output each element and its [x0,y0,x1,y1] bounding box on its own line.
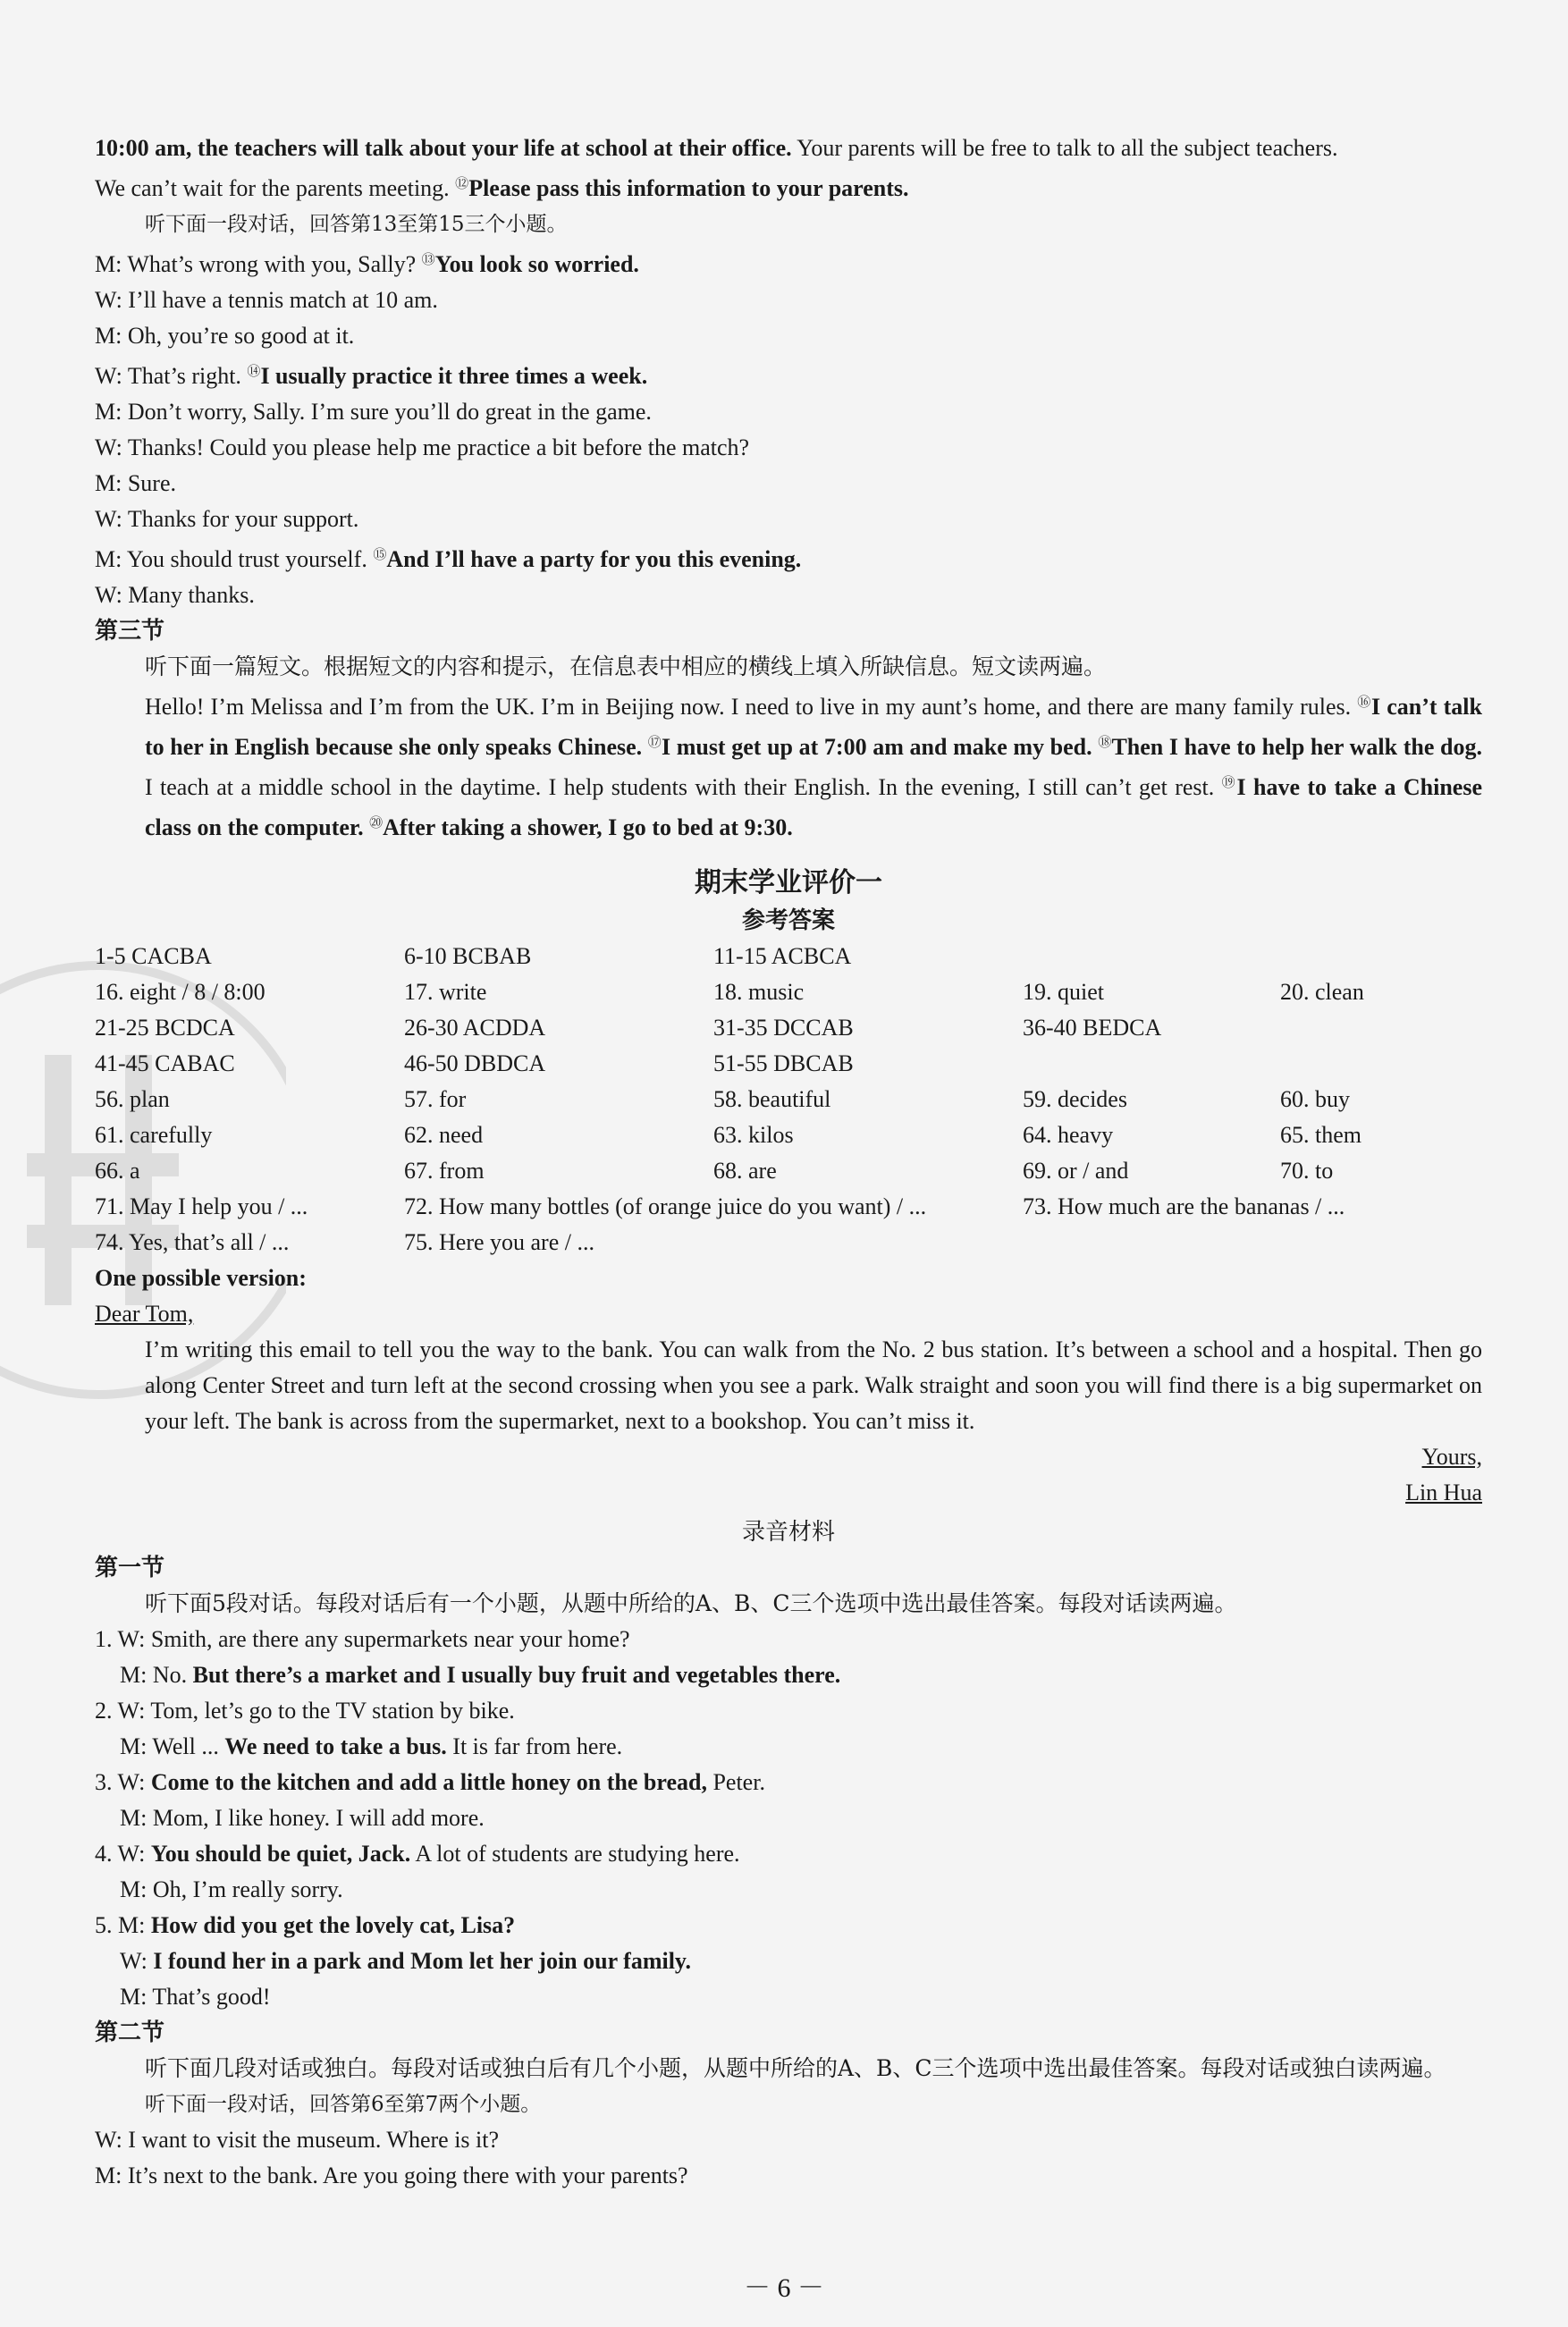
answer-cell: 70. to [1280,1158,1334,1184]
q1-man: M: No. But there’s a market and I usually buy fruit and vegetables there. [120,1662,841,1688]
section-3-passage: Hello! I’m Melissa and I’m from the UK. I’m in Beijing now. I need to live in my aunt’s home, and there are many family rules. ⑯I can’t talk to her in English because she only speaks Chinese. ⑰I must get up at 7:00 am and make my bed. ⑱Then I have to help her walk the dog. I teach at a middle school in the daytime. I help students with their English. In the evening, I still can’t get rest. ⑲I have to take a Chinese class on the computer. ⑳After taking a shower, I go to bed at 9:30. [145,694,1482,840]
exam-title: 期末学业评价一 [695,867,882,898]
q3-man: M: Mom, I like honey. I will add more. [120,1805,485,1831]
dialog-line: W: Many thanks. [95,582,255,608]
recording-section-2-sub: 听下面一段对话，回答第6至第7两个小题。 [145,2093,542,2116]
recording-section-1-instruction: 听下面5段对话。每段对话后有一个小题，从题中所给的A、B、C三个选项中选出最佳答案。每段对话读两遍。 [145,1590,1237,1616]
answer-cell: 6-10 BCBAB [404,943,532,969]
answer-cell: 57. for [404,1086,467,1112]
dialog-line: W: I’ll have a tennis match at 10 am. [95,287,438,313]
recording-section-1-title: 第一节 [95,1555,165,1581]
answer-cell: 31-35 DCCAB [713,1015,854,1041]
answer-key [95,939,1482,1260]
dialog-man: M: It’s next to the bank. Are you going there with your parents? [95,2163,688,2188]
answer-cell: 58. beautiful [713,1086,831,1112]
answer-cell: 62. need [404,1122,484,1148]
answer-cell: 66. a [95,1158,140,1184]
dialog-line: W: Thanks! Could you please help me practice a bit before the match? [95,434,750,460]
answer-cell: 41-45 CABAC [95,1050,235,1076]
answer-cell: 56. plan [95,1086,170,1112]
answer-cell: 67. from [404,1158,485,1184]
answer-cell: 61. carefully [95,1122,213,1148]
q2-man: M: Well ... We need to take a bus. It is far from here. [120,1733,623,1759]
dialog-line: M: Don’t worry, Sally. I’m sure you’ll do great in the game. [95,399,652,425]
essay-closing: Yours, [1421,1444,1482,1470]
q4-man: M: Oh, I’m really sorry. [120,1876,343,1902]
answer-cell: 72. How many bottles (of orange juice do you want) / ... [404,1193,927,1219]
essay-body: I’m writing this email to tell you the way to the bank. You can walk from the No. 2 bus station. It’s between a school and a hospital. Then go along Center Street and turn left at the second crossing when you see a park. Walk straight and soon you will find there is a big supermarket on your left. The bank is across from the supermarket, next to a bookshop. You can’t miss it. [145,1336,1482,1434]
dialog-lines [95,242,1482,613]
page-content [95,131,1482,2194]
answer-cell: 18. music [713,979,805,1005]
answer-cell: 59. decides [1023,1086,1127,1112]
intro-line-1: 10:00 am, the teachers will talk about your life at school at their office. Your parents will be free to talk to all the subject teachers. [95,135,1338,161]
answer-cell: 26-30 ACDDA [404,1015,546,1041]
q4-woman: 4. W: You should be quiet, Jack. A lot of students are studying here. [95,1841,740,1867]
section-3-instruction: 听下面一篇短文。根据短文的内容和提示，在信息表中相应的横线上填入所缺信息。短文读两遍。 [145,653,1107,679]
intro-line-2: We can’t wait for the parents meeting. ⑫Please pass this information to your parents. [95,175,909,201]
answer-cell: 51-55 DBCAB [713,1050,854,1076]
dialog-line: M: You should trust yourself. ⑮And I’ll have a party for you this evening. [95,546,802,572]
dialog-heading: 听下面一段对话，回答第13至第15三个小题。 [145,213,568,236]
answer-cell: 19. quiet [1023,979,1104,1005]
recording-section-2-instruction: 听下面几段对话或独白。每段对话或独白后有几个小题，从题中所给的A、B、C三个选项中选出最佳答案。每段对话或独白读两遍。 [145,2055,1446,2081]
recording-section-2-title: 第二节 [95,2019,165,2046]
dialog-line: W: That’s right. ⑭I usually practice it three times a week. [95,363,648,389]
answer-cell: 60. buy [1280,1086,1350,1112]
answer-cell: 63. kilos [713,1122,794,1148]
answer-cell: 46-50 DBDCA [404,1050,546,1076]
answer-cell: 68. are [713,1158,777,1184]
answer-cell: 69. or / and [1023,1158,1129,1184]
answer-cell: 73. How much are the bananas / ... [1023,1193,1345,1219]
q1-woman: 1. W: Smith, are there any supermarkets near your home? [95,1626,630,1652]
answer-cell: 65. them [1280,1122,1361,1148]
exam-subtitle: 参考答案 [741,907,835,934]
answer-cell: 21-25 BCDCA [95,1015,235,1041]
section-3-title: 第三节 [95,618,165,645]
answer-cell: 16. eight / 8 / 8:00 [95,979,266,1005]
answer-cell: 75. Here you are / ... [404,1229,594,1255]
dialog-line: M: What’s wrong with you, Sally? ⑬You look so worried. [95,251,639,277]
answer-cell: 64. heavy [1023,1122,1114,1148]
q5-man: 5. M: How did you get the lovely cat, Lisa? [95,1912,516,1938]
essay-greeting: Dear Tom, [95,1301,194,1327]
answer-cell: 36-40 BEDCA [1023,1015,1162,1041]
essay-label: One possible version: [95,1265,307,1291]
q2-woman: 2. W: Tom, let’s go to the TV station by bike. [95,1698,515,1724]
dialog-line: M: Sure. [95,470,176,496]
answer-cell: 71. May I help you / ... [95,1193,308,1219]
answer-cell: 11-15 ACBCA [713,943,852,969]
q5-woman: W: I found her in a park and Mom let her join our family. [120,1948,691,1974]
answer-cell: 74. Yes, that’s all / ... [95,1229,290,1255]
recording-title: 录音材料 [741,1519,835,1546]
answer-cell: 1-5 CACBA [95,943,212,969]
q5-man-2: M: That’s good! [120,1984,271,2010]
q3-woman: 3. W: Come to the kitchen and add a little honey on the bread, Peter. [95,1769,765,1795]
page-number: － 6 － [744,2273,824,2303]
dialog-line: M: Oh, you’re so good at it. [95,323,355,349]
dialog-woman: W: I want to visit the museum. Where is it? [95,2127,500,2153]
answer-cell: 20. clean [1280,979,1364,1005]
answer-cell: 17. write [404,979,487,1005]
dialog-line: W: Thanks for your support. [95,506,359,532]
essay-signature: Lin Hua [1405,1480,1482,1505]
